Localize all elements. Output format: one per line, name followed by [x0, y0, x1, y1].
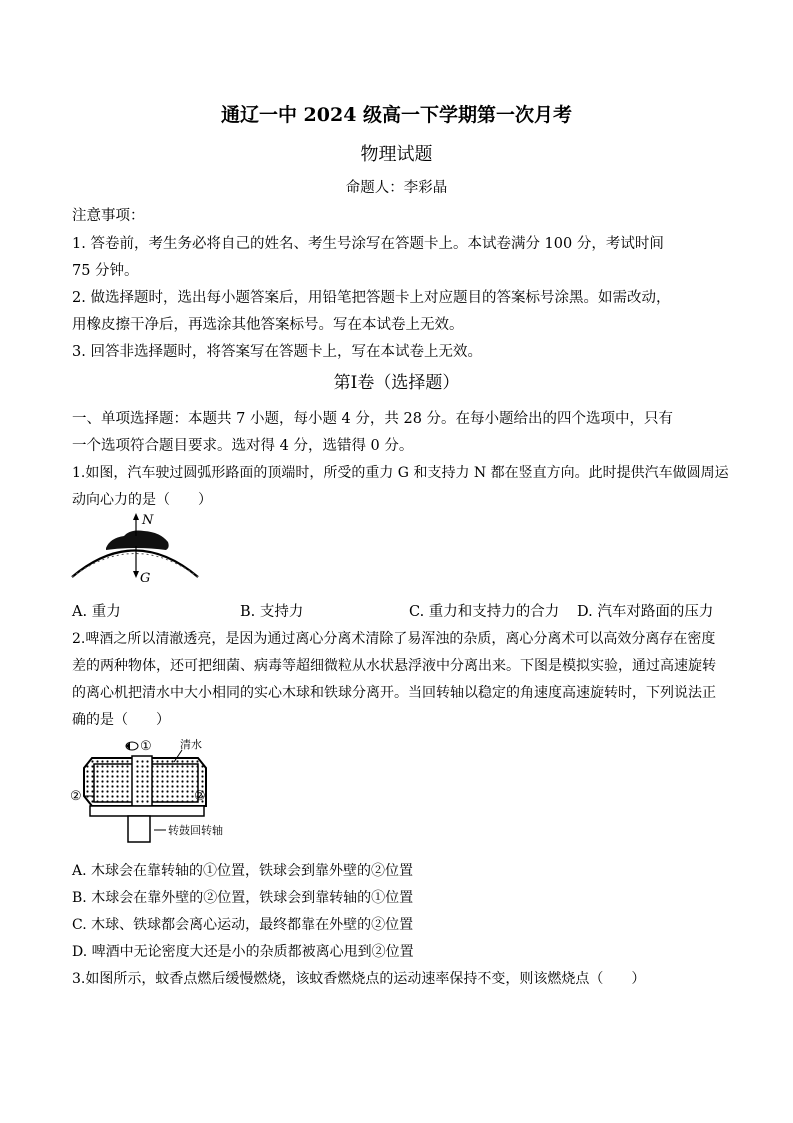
q2-stem: 的离心机把清水中大小相同的实心木球和铁球分离开。当回转轴以稳定的角速度高速旋转时，下列说法正 [72, 685, 716, 701]
position-2-right-label: ② [194, 789, 206, 804]
notice-item: 3. 回答非选择题时，将答案写在答题卡上，写在本试卷上无效。 [72, 344, 482, 360]
q2-figure-centrifuge [70, 734, 230, 846]
author-line: 命题人：李彩晶 [345, 180, 448, 196]
notice-heading: 注意事项： [72, 208, 145, 224]
section-instructions: 一个选项符合题目要求。选对得 4 分，选错得 0 分。 [72, 438, 414, 454]
position-1-label: ① [140, 739, 152, 754]
q2-option-b[interactable]: B. 木球会在靠外壁的②位置，铁球会到靠转轴的①位置 [72, 890, 414, 906]
q1-option-b[interactable]: B. 支持力 [240, 604, 304, 620]
q2-stem: 差的两种物体，还可把细菌、病毒等超细微粒从水状悬浮液中分离出来。下图是模拟实验，通过高速旋转 [72, 658, 716, 674]
q2-stem: 2.啤酒之所以清澈透亮，是因为通过离心分离术清除了易浑浊的杂质，离心分离术可以高效分离存在密度 [72, 631, 716, 647]
q2-option-c[interactable]: C. 木球、铁球都会离心运动，最终都靠在外壁的②位置 [72, 917, 414, 933]
notice-item: 75 分钟。 [72, 263, 139, 279]
q2-stem: 确的是（ ） [72, 712, 170, 728]
q1-option-d[interactable]: D. 汽车对路面的压力 [577, 604, 714, 620]
notice-item: 2. 做选择题时，选出每小题答案后，用铅笔把答题卡上对应题目的答案标号涂黑。如需改动， [72, 290, 671, 306]
water-label: 清水 [180, 738, 202, 751]
force-label-g: G [140, 571, 151, 586]
q1-figure-car-on-arc [70, 512, 205, 587]
exam-title: 通辽一中 2024 级高一下学期第一次月考 [220, 104, 573, 126]
axis-label: 转鼓回转轴 [168, 824, 223, 837]
q2-option-a[interactable]: A. 木球会在靠转轴的①位置，铁球会到靠外壁的②位置 [72, 863, 414, 879]
position-2-left-label: ② [70, 789, 82, 804]
car-icon [106, 531, 169, 550]
notice-item: 用橡皮擦干净后，再选涂其他答案标号。写在本试卷上无效。 [72, 317, 464, 333]
force-label-n: N [142, 513, 154, 528]
q3-stem: 3.如图所示，蚊香点燃后缓慢燃烧，该蚊香燃烧点的运动速率保持不变，则该燃烧点（ ） [72, 971, 646, 987]
q2-option-d[interactable]: D. 啤酒中无论密度大还是小的杂质都被离心甩到②位置 [72, 944, 414, 960]
subject-title: 物理试题 [360, 144, 433, 165]
section-title: 第Ⅰ卷（选择题） [333, 373, 460, 393]
q1-stem: 1.如图，汽车驶过圆弧形路面的顶端时，所受的重力 G 和支持力 N 都在竖直方向。此时提供汽车做圆周运 [72, 465, 729, 481]
q1-option-c[interactable]: C. 重力和支持力的合力 [409, 604, 560, 620]
q1-stem: 动向心力的是（ ） [72, 492, 212, 508]
notice-item: 1. 答卷前，考生务必将自己的姓名、考生号涂写在答题卡上。本试卷满分 100 分，考试时间 [72, 236, 664, 252]
q1-option-a[interactable]: A. 重力 [72, 604, 121, 620]
section-instructions: 一、单项选择题：本题共 7 小题，每小题 4 分，共 28 分。在每小题给出的四个选项中，只有 [72, 411, 674, 427]
